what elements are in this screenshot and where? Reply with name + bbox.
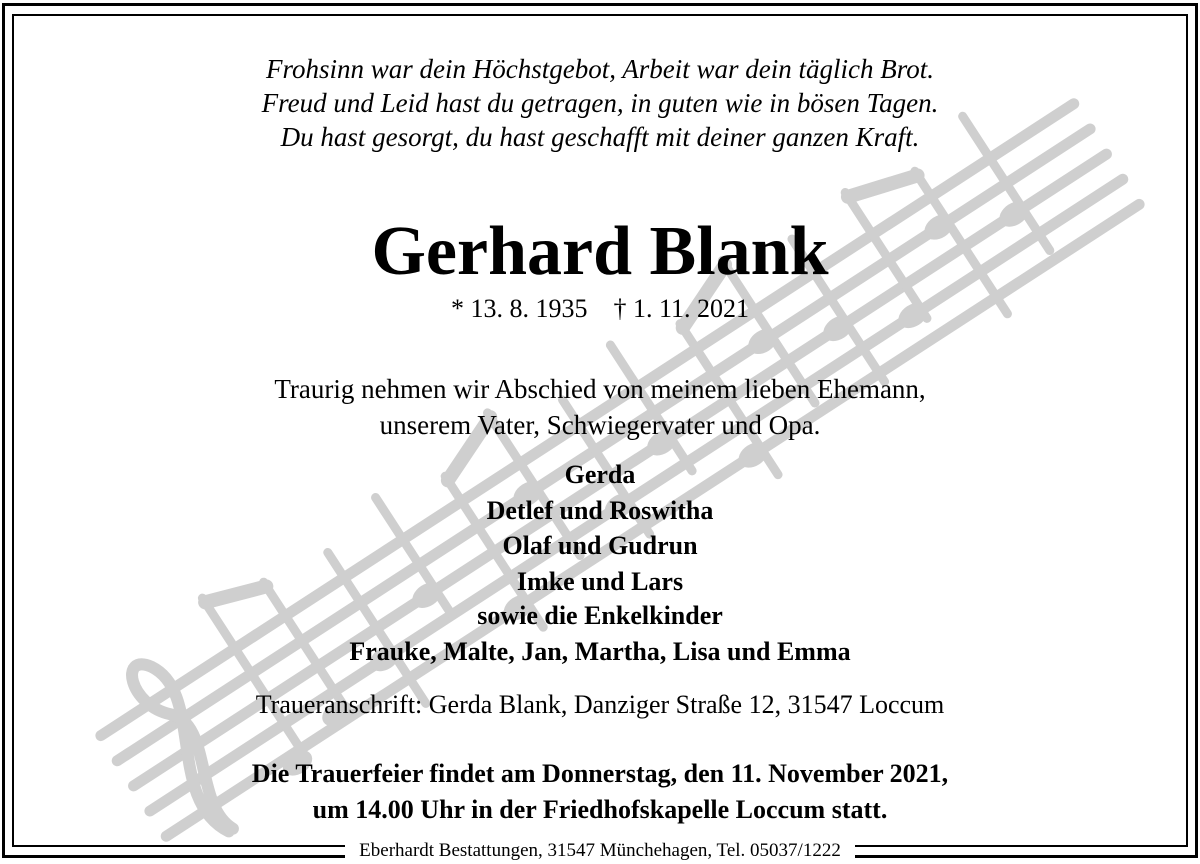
life-dates: * 13. 8. 1935 † 1. 11. 2021 [450, 294, 750, 323]
mourner-olaf: Olaf und Gudrun [502, 531, 698, 560]
mourning-address: Traueranschrift: Gerda Blank, Danziger Straße 12, 31547 Loccum [255, 690, 945, 719]
ceremony-line-1: Die Trauerfeier findet am Donnerstag, den 11. November 2021, [251, 759, 949, 788]
funeral-home-credit: Eberhardt Bestattungen, 31547 Münchehagen, Tel. 05037/1222 [345, 838, 855, 864]
deceased-name: Gerhard Blank [371, 213, 829, 290]
ceremony-line-2: um 14.00 Uhr in der Friedhofskapelle Loccum statt. [312, 795, 888, 824]
mourner-imke: Imke und Lars [516, 567, 684, 596]
mourner-grandchildren-intro: sowie die Enkelkinder [477, 601, 723, 630]
mourner-detlef: Detlef und Roswitha [486, 496, 714, 525]
mourner-gerda: Gerda [564, 460, 636, 489]
farewell-line-2: unserem Vater, Schwiegervater und Opa. [379, 410, 821, 440]
poem-line-1: Frohsinn war dein Höchstgebot, Arbeit war dein täglich Brot. [266, 54, 934, 84]
poem-line-3: Du hast gesorgt, du hast geschafft mit deiner ganzen Kraft. [280, 122, 920, 152]
farewell-line-1: Traurig nehmen wir Abschied von meinem lieben Ehemann, [274, 374, 926, 404]
mourner-grandchildren: Frauke, Malte, Jan, Martha, Lisa und Emma [349, 637, 851, 666]
footer-bar [0, 838, 1200, 864]
poem-line-2: Freud und Leid hast du getragen, in guten wie in bösen Tagen. [261, 88, 939, 118]
